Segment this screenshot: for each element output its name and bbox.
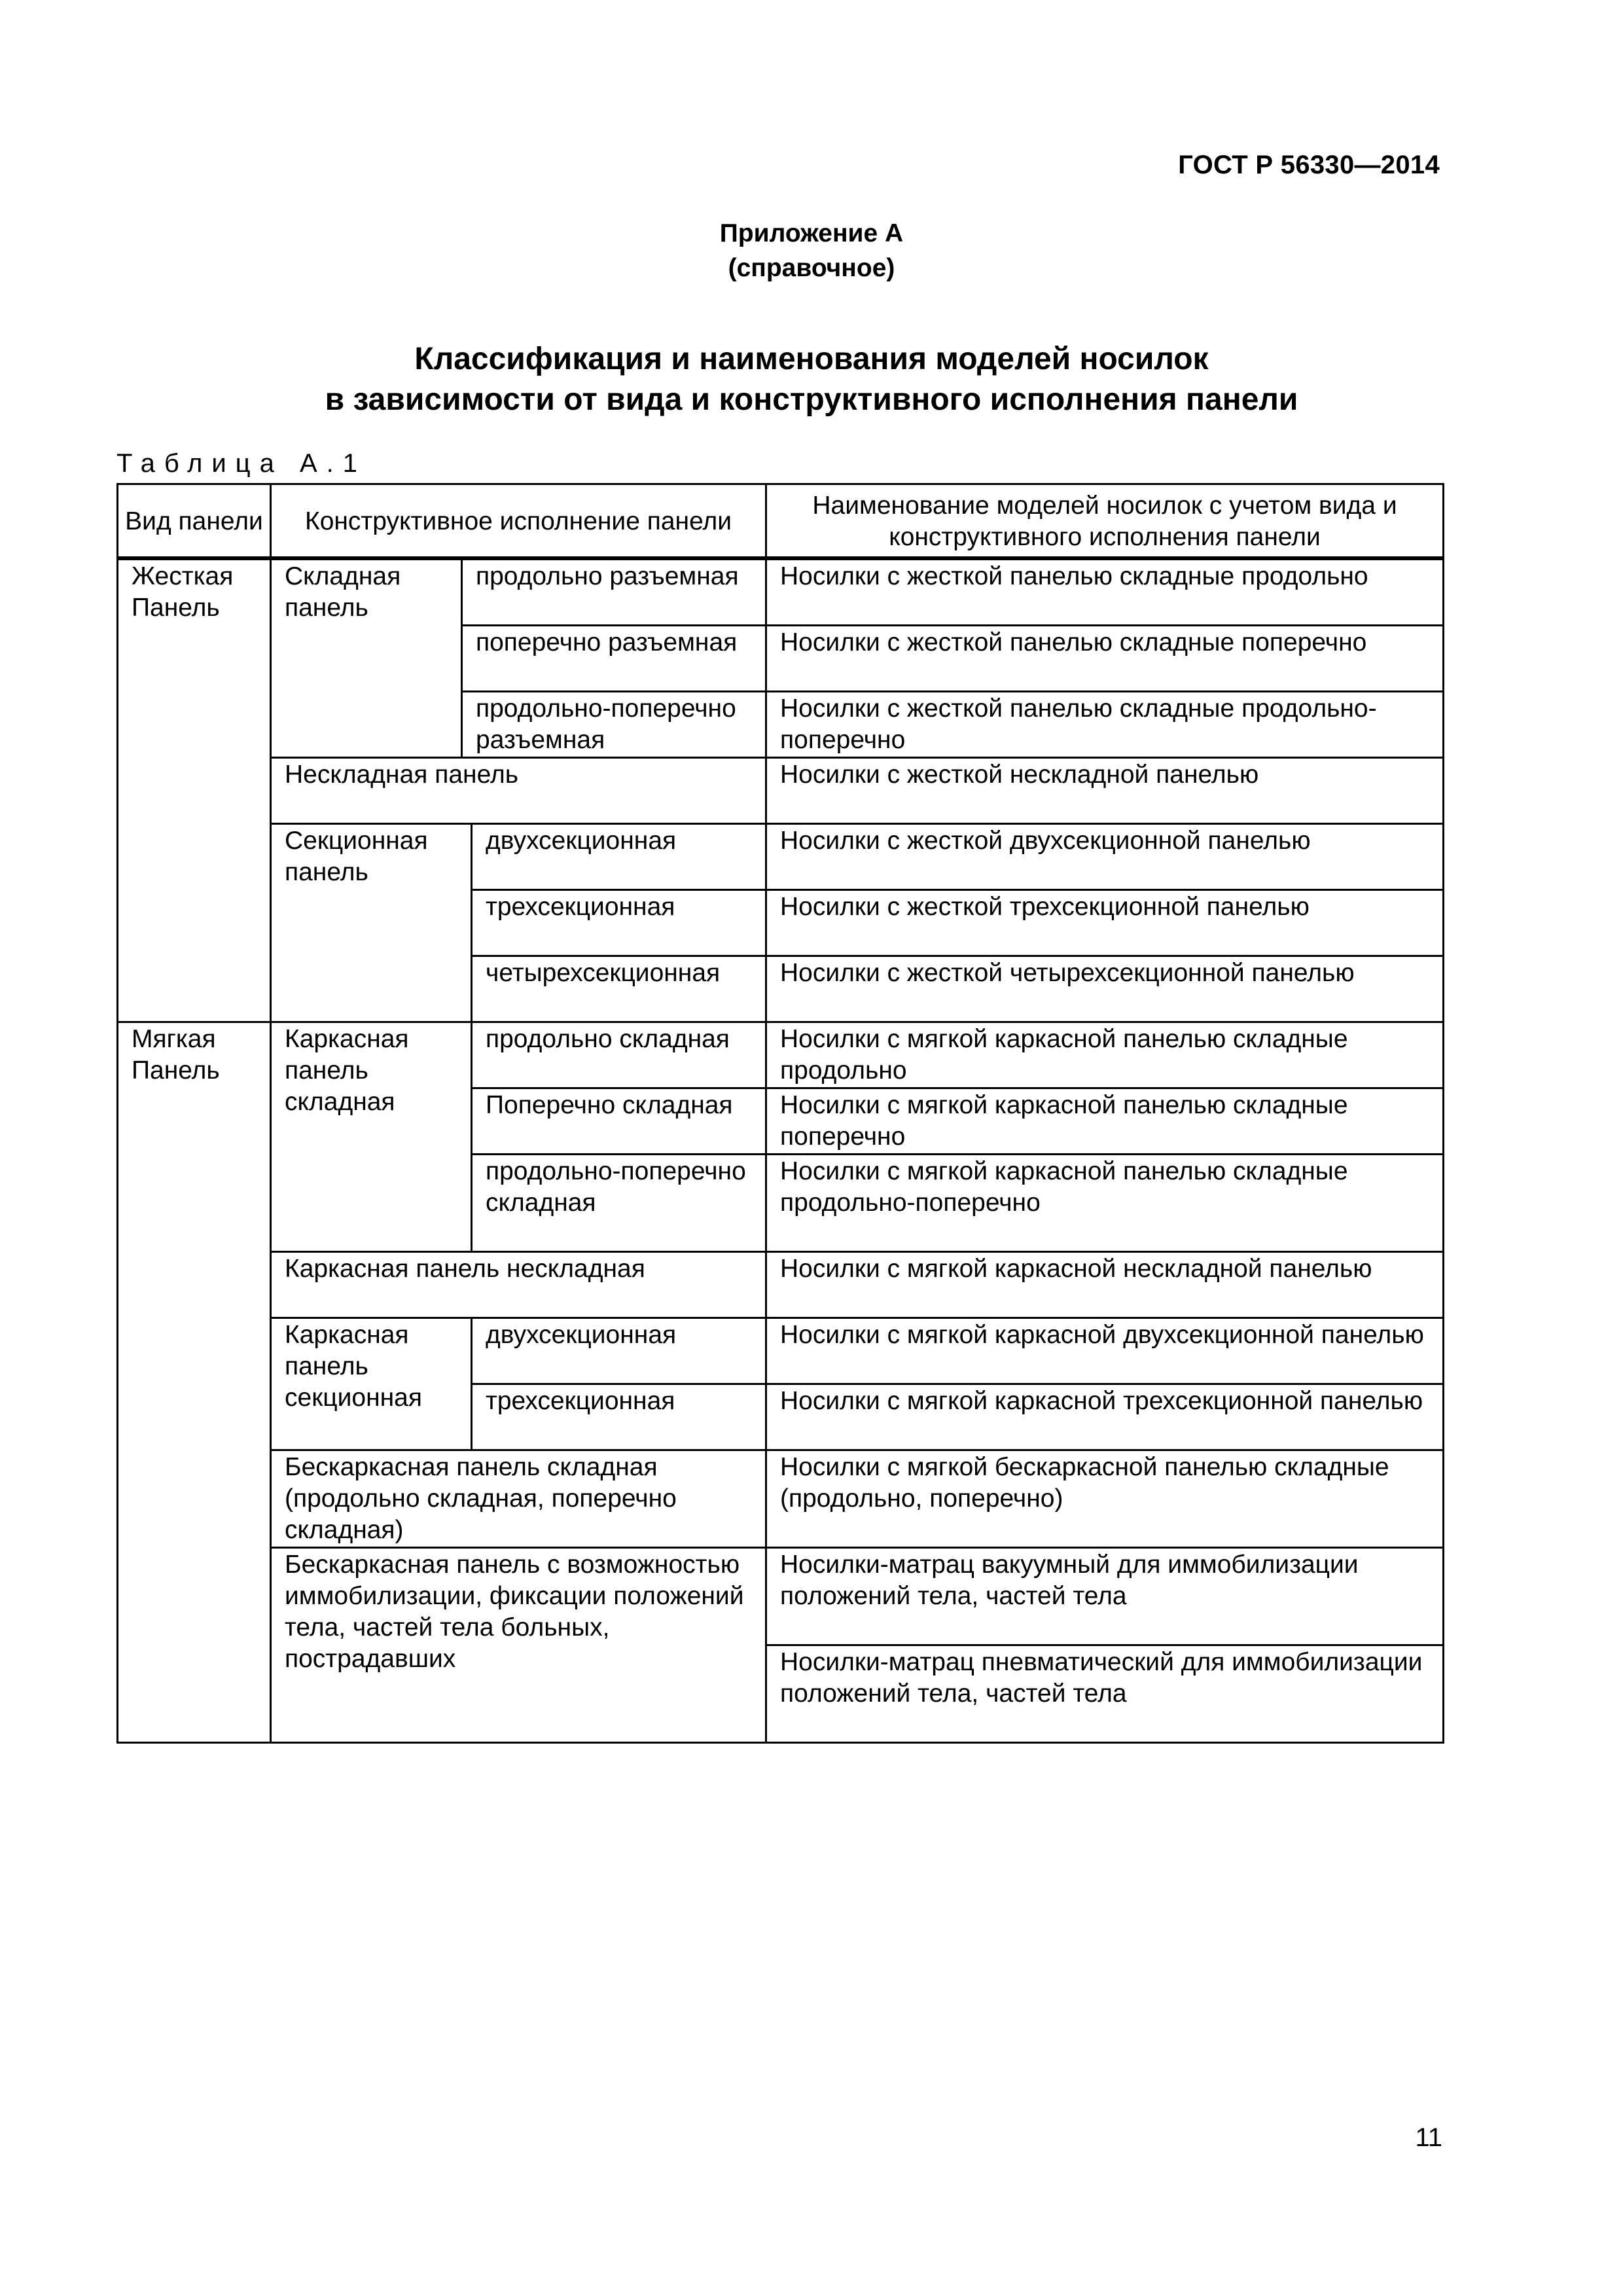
table-row [118, 1450, 1444, 1548]
panel-type-rigid: Жесткая Панель [118, 558, 271, 1022]
model-name-cell: Носилки с мягкой каркасной трехсекционной панелью [766, 1384, 1444, 1450]
panel-type-soft: Мягкая Панель [118, 1022, 271, 1743]
construction-sectional: Секционная панель [271, 824, 472, 1022]
subtype-cell: поперечно разъемная [462, 626, 766, 692]
subtype-cell: продольно-поперечно складная [472, 1155, 766, 1252]
construction-frame-sectional: Каркасная панель секционная [271, 1318, 472, 1450]
subtype-cell: двухсекционная [472, 1318, 766, 1384]
construction-nonfolding: Нескладная панель [271, 758, 766, 824]
subtype-cell: продольно складная [472, 1022, 766, 1088]
table-row [118, 1548, 1444, 1645]
title-line-1: Классификация и наименования моделей носилок [414, 342, 1209, 376]
model-name-cell: Носилки с жесткой нескладной панелью [766, 758, 1444, 824]
model-name-cell: Носилки с мягкой каркасной нескладной панелью [766, 1252, 1444, 1318]
subtype-cell: трехсекционная [472, 1384, 766, 1450]
subtype-cell: продольно-поперечно разъемная [462, 692, 766, 758]
table-header-row [118, 484, 1444, 559]
document-title [0, 339, 1623, 420]
subtype-cell: продольно разъемная [462, 558, 766, 626]
model-name-cell: Носилки-матрац вакуумный для иммобилизации положений тела, частей тела [766, 1548, 1444, 1645]
table-row [118, 1252, 1444, 1318]
table-row [118, 824, 1444, 890]
model-name-cell: Носилки с мягкой каркасной панелью складные продольно-поперечно [766, 1155, 1444, 1252]
model-name-cell: Носилки с мягкой бескаркасной панелью складные (продольно, поперечно) [766, 1450, 1444, 1548]
appendix-heading [0, 216, 1623, 285]
table-row [118, 758, 1444, 824]
page-number: 11 [1415, 2123, 1442, 2152]
appendix-type: (справочное) [728, 254, 895, 282]
table-row [118, 1318, 1444, 1384]
model-name-cell: Носилки с жесткой трехсекционной панелью [766, 890, 1444, 956]
standard-code: ГОСТ Р 56330—2014 [1178, 151, 1440, 179]
model-name-cell: Носилки с мягкой каркасной панелью складные поперечно [766, 1088, 1444, 1155]
subtype-cell: четырехсекционная [472, 956, 766, 1022]
title-line-2: в зависимости от вида и конструктивного исполнения панели [325, 382, 1298, 417]
subtype-cell: Поперечно складная [472, 1088, 766, 1155]
table-row [118, 558, 1444, 626]
construction-frame-nonfolding: Каркасная панель нескладная [271, 1252, 766, 1318]
model-name-cell: Носилки с жесткой двухсекционной панелью [766, 824, 1444, 890]
table-row [118, 1022, 1444, 1088]
header-panel-type: Вид панели [118, 484, 271, 559]
model-name-cell: Носилки с мягкой каркасной панелью складные продольно [766, 1022, 1444, 1088]
header-model-name: Наименование моделей носилок с учетом вида и конструктивного исполнения панели [766, 484, 1444, 559]
subtype-cell: трехсекционная [472, 890, 766, 956]
model-name-cell: Носилки с жесткой панелью складные поперечно [766, 626, 1444, 692]
header-construction: Конструктивное исполнение панели [271, 484, 766, 559]
model-name-cell: Носилки с жесткой панелью складные продольно-поперечно [766, 692, 1444, 758]
classification-table [116, 483, 1444, 1744]
model-name-cell: Носилки-матрац пневматический для иммобилизации положений тела, частей тела [766, 1645, 1444, 1743]
table-label: Таблица А.1 [116, 449, 366, 478]
model-name-cell: Носилки с жесткой четырехсекционной панелью [766, 956, 1444, 1022]
model-name-cell: Носилки с мягкой каркасной двухсекционной панелью [766, 1318, 1444, 1384]
construction-folding: Складная панель [271, 558, 462, 758]
appendix-label: Приложение А [719, 219, 904, 247]
construction-frameless-folding: Бескаркасная панель складная (продольно складная, поперечно складная) [271, 1450, 766, 1548]
construction-frame-folding: Каркасная панель складная [271, 1022, 472, 1252]
model-name-cell: Носилки с жесткой панелью складные продольно [766, 558, 1444, 626]
subtype-cell: двухсекционная [472, 824, 766, 890]
construction-frameless-immobilization: Бескаркасная панель с возможностью иммобилизации, фиксации положений тела, частей тела больных, пострадавших [271, 1548, 766, 1743]
